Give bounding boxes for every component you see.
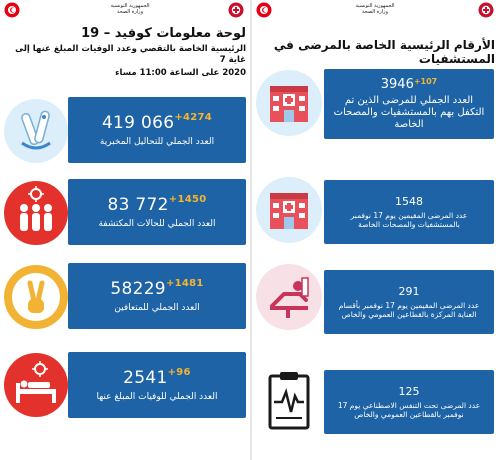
- hospital-stat-card-inpatients: [324, 180, 494, 244]
- stat-value: 291: [398, 285, 420, 298]
- tunisia-emblem-icon: [256, 2, 272, 18]
- dashboard-subtitle-line-2: 2020 على الساعة 11:00 مساء: [115, 68, 246, 78]
- dashboard-panel-hospital: [252, 0, 501, 460]
- ministry-logo-icon: [228, 2, 244, 18]
- dashboard-subtitle-line-1: الرئيسية الخاصة بالتقصي وعدد الوفيات المبلغ عنها إلى غاية 7: [15, 44, 246, 65]
- stat-label: العدد الجملي للمتعافين: [114, 303, 200, 313]
- ventilator-monitor-icon: [258, 366, 320, 436]
- stat-value: 58229: [110, 279, 166, 299]
- stat-card-deaths: [68, 352, 246, 418]
- ministry-logo-icon: [478, 2, 494, 18]
- hospital-stat-card-ventilator: [324, 370, 494, 434]
- hospital-building-icon: [256, 177, 322, 243]
- ministry-header: [340, 3, 410, 15]
- stat-value-line: [381, 77, 438, 92]
- stat-value-line: [107, 195, 206, 215]
- stat-label: عدد المرضى المقيمين يوم 17 نوفمبر بأقسام العناية المركزة بالقطاعين العمومي والخاص: [338, 301, 480, 319]
- stat-label: العدد الجملي للوفيات المبلغ عنها: [96, 392, 218, 402]
- intensive-care-bed-icon: [256, 264, 322, 330]
- stat-card-confirmed-cases: [68, 179, 246, 245]
- dashboard-title: لوحة معلومات كوفيد – 19: [81, 26, 246, 41]
- people-virus-icon: [4, 181, 68, 245]
- hospital-building-icon: [256, 70, 322, 136]
- stat-value-line: [102, 113, 212, 133]
- ministry-line-1: الجمهورية التونسية: [355, 3, 395, 9]
- stat-label: العدد الجملي للمرضى الذين تم التكفل بهم بالمستشفيات والمصحات الخاصة: [333, 95, 485, 130]
- stat-value-line: [123, 368, 191, 388]
- dashboard-panel-covid: [0, 0, 250, 460]
- stat-label: العدد الجملي للتحاليل المخبرية: [99, 137, 215, 147]
- ministry-line-2: وزارة الصحة: [362, 9, 388, 15]
- stat-label: العدد الجملي للحالات المكتشفة: [98, 219, 216, 229]
- stat-value: 419 066: [101, 113, 175, 133]
- tunisia-emblem-icon: [4, 2, 20, 18]
- victory-hand-icon: [4, 265, 68, 329]
- hospital-stat-card-total: [324, 69, 494, 139]
- stat-value-line: [110, 279, 203, 299]
- lab-test-tube-icon: [4, 99, 68, 163]
- stat-increment: +1450: [168, 194, 207, 205]
- dashboard-title-block: [2, 26, 246, 79]
- ministry-line-1: الجمهورية التونسية: [110, 3, 150, 9]
- stat-label: عدد المرضى المقيمين يوم 17 نوفمبر بالمستشفيات والمصحات الخاصة: [350, 211, 468, 229]
- stat-value: 3946: [380, 77, 414, 92]
- stat-increment: +107: [413, 77, 438, 86]
- stat-increment: +1481: [165, 278, 204, 289]
- hospital-section-title: الأرقام الرئيسية الخاصة بالمرضى في المستشفيات: [273, 38, 495, 66]
- stat-value: 125: [398, 385, 420, 398]
- stat-card-lab-tests: [68, 97, 246, 163]
- ministry-line-2: وزارة الصحة: [117, 9, 143, 15]
- stat-value: 1548: [395, 195, 423, 208]
- ministry-header: [95, 3, 165, 15]
- stat-value: 2541: [123, 368, 168, 388]
- stat-card-recovered: [68, 263, 246, 329]
- stat-value: 83 772: [107, 195, 169, 215]
- stat-increment: +4274: [174, 112, 213, 123]
- patient-bed-virus-icon: [4, 353, 68, 417]
- hospital-stat-card-icu: [324, 270, 494, 334]
- stat-increment: +96: [167, 367, 191, 378]
- stat-label: عدد المرضى تحت التنفس الاصطناعي يوم 17 نوفمبر بالقطاعين العمومي والخاص: [337, 401, 481, 419]
